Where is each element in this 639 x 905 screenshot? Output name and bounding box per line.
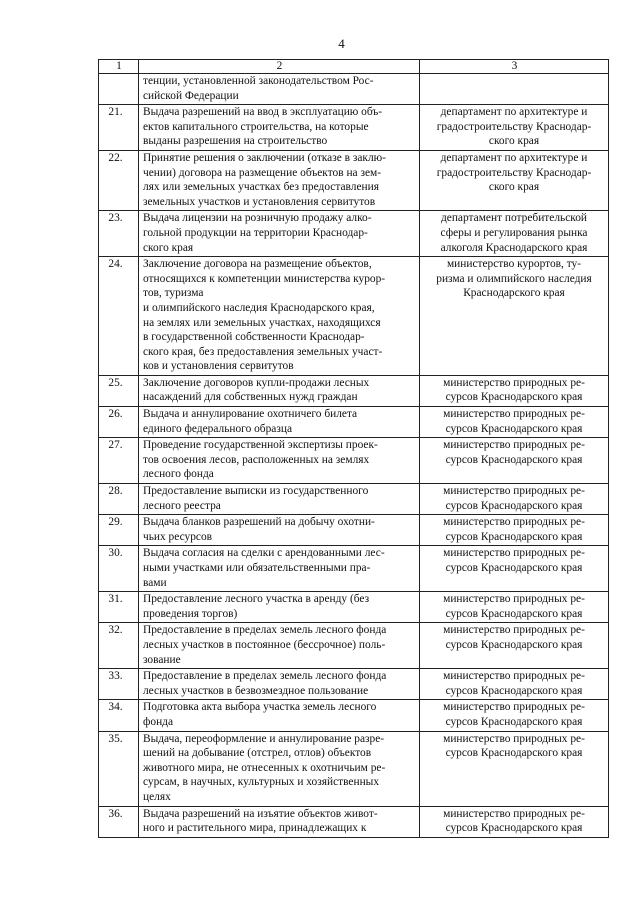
row-number: 30. [99,546,139,592]
row-number: 28. [99,484,139,515]
service-description: Выдача разрешений на изъятие объектов живот- ного и растительного мира, принадлежащих к [139,806,420,837]
row-number [99,74,139,105]
row-number: 24. [99,257,139,376]
row-number: 25. [99,375,139,406]
table-row [99,211,609,257]
table-row [99,438,609,484]
responsible-body: министерство природных ре- сурсов Краснодарского края [420,484,609,515]
table-row [99,484,609,515]
service-description: Выдача разрешений на ввод в эксплуатацию объ- ектов капитального строительства, на которые выданы разрешения на строительство [139,105,420,151]
table-row [99,592,609,623]
service-description: Выдача лицензии на розничную продажу алко- гольной продукции на территории Краснодар- ского края [139,211,420,257]
row-number: 36. [99,806,139,837]
responsible-body: министерство природных ре- сурсов Краснодарского края [420,700,609,731]
row-number: 32. [99,623,139,669]
table-row [99,700,609,731]
responsible-body: министерство природных ре- сурсов Краснодарского края [420,375,609,406]
responsible-body [420,74,609,105]
responsible-body: министерство природных ре- сурсов Краснодарского края [420,546,609,592]
table-row [99,623,609,669]
row-number: 26. [99,407,139,438]
service-description: Предоставление в пределах земель лесного фонда лесных участков в постоянное (бессрочное) поль- зование [139,623,420,669]
service-description: Выдача и аннулирование охотничего билета единого федерального образца [139,407,420,438]
responsible-body: министерство природных ре- сурсов Краснодарского края [420,731,609,806]
responsible-body: министерство природных ре- сурсов Краснодарского края [420,623,609,669]
service-description: тенции, установленной законодательством Рос- сийской Федерации [139,74,420,105]
services-table [98,59,609,838]
header-col-2: 2 [139,60,420,74]
service-description: Принятие решения о заключении (отказе в заклю- чении) договора на размещение объектов на зем- лях или земельных участках без предоставления земельных участков и установления сервитутов [139,150,420,210]
responsible-body: министерство природных ре- сурсов Краснодарского края [420,438,609,484]
responsible-body: министерство природных ре- сурсов Краснодарского края [420,806,609,837]
row-number: 21. [99,105,139,151]
table-row [99,515,609,546]
table-row [99,375,609,406]
row-number: 23. [99,211,139,257]
header-col-1: 1 [99,60,139,74]
responsible-body: министерство природных ре- сурсов Краснодарского края [420,407,609,438]
responsible-body: департамент по архитектуре и градостроительству Краснодар- ского края [420,105,609,151]
row-number: 27. [99,438,139,484]
row-number: 29. [99,515,139,546]
service-description: Предоставление лесного участка в аренду (без проведения торгов) [139,592,420,623]
service-description: Заключение договора на размещение объектов, относящихся к компетенции министерства курор- тов, туризма и олимпийского наследия Краснодарского края, на землях или земельных участках, находящихся в государственной собственности Краснодар- ского края, без предоставления земельных участ- ков и установления сервитутов [139,257,420,376]
table-row [99,407,609,438]
responsible-body: департамент потребительской сферы и регулирования рынка алкоголя Краснодарского края [420,211,609,257]
table-row [99,806,609,837]
service-description: Выдача согласия на сделки с арендованными лес- ными участками или обязательственными пра- вами [139,546,420,592]
responsible-body: департамент по архитектуре и градостроительству Краснодар- ского края [420,150,609,210]
responsible-body: министерство курортов, ту- ризма и олимпийского наследия Краснодарского края [420,257,609,376]
table-header-row [99,60,609,74]
service-description: Предоставление выписки из государственного лесного реестра [139,484,420,515]
table-row [99,669,609,700]
service-description: Проведение государственной экспертизы проек- тов освоения лесов, расположенных на землях лесного фонда [139,438,420,484]
responsible-body: министерство природных ре- сурсов Краснодарского края [420,592,609,623]
header-col-3: 3 [420,60,609,74]
table-row [99,257,609,376]
table-row [99,74,609,105]
table-row [99,731,609,806]
row-number: 31. [99,592,139,623]
service-description: Подготовка акта выбора участка земель лесного фонда [139,700,420,731]
responsible-body: министерство природных ре- сурсов Краснодарского края [420,669,609,700]
row-number: 34. [99,700,139,731]
table-body [99,60,609,838]
service-description: Выдача бланков разрешений на добычу охотни- чьих ресурсов [139,515,420,546]
service-description: Заключение договоров купли-продажи лесных насаждений для собственных нужд граждан [139,375,420,406]
row-number: 33. [99,669,139,700]
page-number: 4 [338,36,345,51]
row-number: 22. [99,150,139,210]
responsible-body: министерство природных ре- сурсов Краснодарского края [420,515,609,546]
service-description: Предоставление в пределах земель лесного фонда лесных участков в безвозмездное пользование [139,669,420,700]
table-row [99,150,609,210]
service-description: Выдача, переоформление и аннулирование разре- шений на добывание (отстрел, отлов) объектов животного мира, не отнесенных к охотничьим ре- сурсам, в научных, культурных и хозяйственных целях [139,731,420,806]
row-number: 35. [99,731,139,806]
table-row [99,546,609,592]
table-row [99,105,609,151]
